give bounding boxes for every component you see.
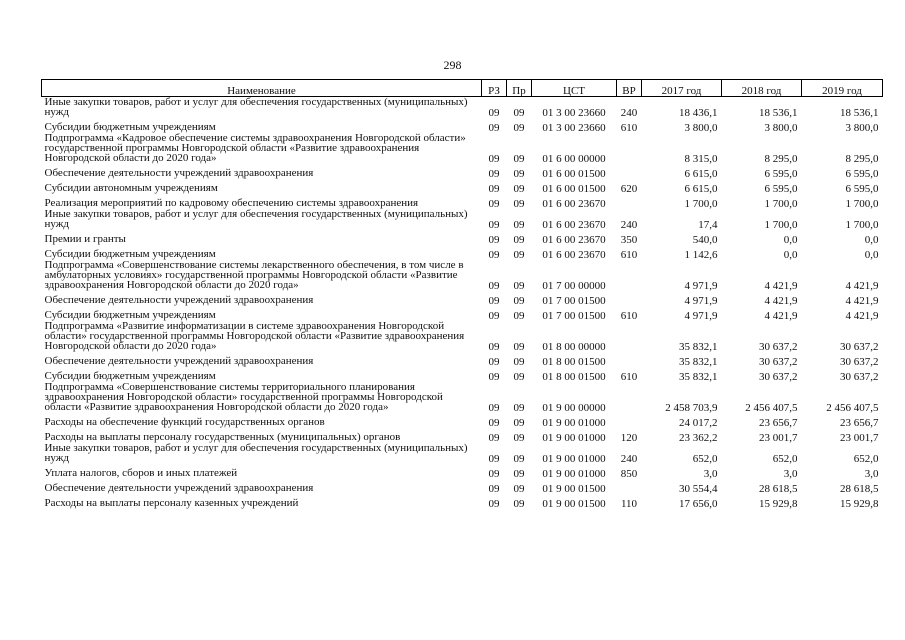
cell-rz: 09 <box>488 417 500 429</box>
cell-name: Премии и гранты <box>44 233 126 245</box>
cell-cst: 01 7 00 00000 <box>542 280 606 292</box>
cell-y2017: 6 615,0 <box>684 183 718 195</box>
cell-vr <box>617 260 642 291</box>
cell-name: Подпрограмма «Кадровое обеспечение системы здравоохранения Новгородской области» государственной программы Новгородской области «Развитие здравоохранения Новгородской области до 2020 года» <box>44 132 466 164</box>
cell-y2017: 1 700,0 <box>684 198 718 210</box>
header-pr: Пр <box>507 80 532 97</box>
cell-y2017: 3,0 <box>703 468 718 480</box>
cell-y2018: 4 421,9 <box>764 295 798 307</box>
cell-y2017: 17 656,0 <box>679 498 718 510</box>
table-row <box>42 230 883 245</box>
cell-y2017: 17,4 <box>698 219 718 231</box>
cell-y2019: 0,0 <box>864 234 879 246</box>
cell-y2018: 23 656,7 <box>759 417 798 429</box>
cell-y2017: 1 142,6 <box>684 249 718 261</box>
cell-rz: 09 <box>488 280 500 292</box>
cell-name: Расходы на выплаты персоналу государственных (муниципальных) органов <box>44 431 401 443</box>
cell-name: Расходы на обеспечение функций государственных органов <box>44 416 325 428</box>
cell-y2018: 15 929,8 <box>759 498 798 510</box>
cell-pr: 09 <box>513 310 525 322</box>
cell-name: Обеспечение деятельности учреждений здравоохранения <box>44 294 314 306</box>
cell-rz: 09 <box>488 219 500 231</box>
cell-rz: 09 <box>488 432 500 444</box>
cell-y2017: 540,0 <box>692 234 718 246</box>
cell-y2017: 23 362,2 <box>679 432 718 444</box>
cell-name: Расходы на выплаты персоналу казенных учреждений <box>44 497 299 509</box>
table-row <box>42 194 883 209</box>
cell-pr: 09 <box>513 432 525 444</box>
cell-name: Субсидии бюджетным учреждениям <box>44 309 216 321</box>
cell-y2018: 30 637,2 <box>759 371 798 383</box>
table-row <box>42 464 883 479</box>
header-2019: 2019 год <box>802 80 883 97</box>
cell-cst: 01 7 00 01500 <box>542 295 606 307</box>
cell-rz: 09 <box>488 498 500 510</box>
cell-rz: 09 <box>488 168 500 180</box>
cell-y2018: 8 295,0 <box>764 153 798 165</box>
cell-vr <box>617 382 642 413</box>
header-vr: ВР <box>617 80 642 97</box>
cell-vr: 610 <box>620 310 638 322</box>
table-row <box>42 133 883 164</box>
cell-cst: 01 6 00 23670 <box>542 234 606 246</box>
cell-y2019: 1 700,0 <box>845 219 879 231</box>
cell-rz: 09 <box>488 183 500 195</box>
cell-name: Подпрограмма «Совершенствование системы лекарственного обеспечения, в том числе в амбулаторных условиях» государственной программы Новгородской области «Развитие здравоохранения Новгородской области до 2020 года» <box>44 259 464 291</box>
cell-y2017: 35 832,1 <box>679 341 718 353</box>
table-row <box>42 260 883 291</box>
cell-y2019: 4 421,9 <box>845 295 879 307</box>
cell-y2019: 4 421,9 <box>845 280 879 292</box>
cell-pr: 09 <box>513 402 525 414</box>
cell-y2019: 8 295,0 <box>845 153 879 165</box>
cell-y2017: 3 800,0 <box>684 122 718 134</box>
cell-y2018: 2 456 407,5 <box>745 402 798 414</box>
cell-y2019: 30 637,2 <box>840 341 879 353</box>
cell-vr <box>617 413 642 428</box>
cell-cst: 01 9 00 01000 <box>542 417 606 429</box>
header-rz: РЗ <box>482 80 507 97</box>
cell-cst: 01 9 00 01000 <box>542 453 606 465</box>
cell-name: Субсидии бюджетным учреждениям <box>44 248 216 260</box>
cell-y2019: 1 700,0 <box>845 198 879 210</box>
cell-vr: 240 <box>620 453 638 465</box>
cell-y2018: 23 001,7 <box>759 432 798 444</box>
cell-name: Субсидии бюджетным учреждениям <box>44 370 216 382</box>
cell-cst: 01 3 00 23660 <box>542 122 606 134</box>
cell-y2019: 4 421,9 <box>845 310 879 322</box>
cell-pr: 09 <box>513 453 525 465</box>
cell-vr <box>617 352 642 367</box>
cell-pr: 09 <box>513 249 525 261</box>
cell-y2018: 652,0 <box>772 453 798 465</box>
cell-y2017: 4 971,9 <box>684 295 718 307</box>
cell-pr: 09 <box>513 168 525 180</box>
table-row <box>42 428 883 443</box>
cell-rz: 09 <box>488 341 500 353</box>
cell-vr: 610 <box>620 249 638 261</box>
cell-pr: 09 <box>513 483 525 495</box>
cell-rz: 09 <box>488 371 500 383</box>
cell-vr <box>617 291 642 306</box>
cell-y2018: 4 421,9 <box>764 280 798 292</box>
cell-rz: 09 <box>488 234 500 246</box>
cell-cst: 01 6 00 23670 <box>542 219 606 231</box>
cell-y2019: 23 001,7 <box>840 432 879 444</box>
cell-vr <box>617 479 642 494</box>
cell-pr: 09 <box>513 295 525 307</box>
cell-rz: 09 <box>488 198 500 210</box>
cell-cst: 01 9 00 01500 <box>542 483 606 495</box>
cell-y2018: 1 700,0 <box>764 219 798 231</box>
cell-name: Иные закупки товаров, работ и услуг для обеспечения государственных (муниципальных) нужд <box>44 96 468 118</box>
cell-vr: 350 <box>620 234 638 246</box>
table-row <box>42 479 883 494</box>
cell-y2017: 4 971,9 <box>684 310 718 322</box>
cell-pr: 09 <box>513 498 525 510</box>
table-row <box>42 494 883 509</box>
cell-y2017: 652,0 <box>692 453 718 465</box>
cell-pr: 09 <box>513 183 525 195</box>
cell-vr: 110 <box>620 498 638 510</box>
cell-vr: 610 <box>620 371 638 383</box>
cell-cst: 01 6 00 01500 <box>542 168 606 180</box>
cell-cst: 01 6 00 23670 <box>542 249 606 261</box>
cell-y2019: 3 800,0 <box>845 122 879 134</box>
cell-rz: 09 <box>488 107 500 119</box>
cell-y2019: 0,0 <box>864 249 879 261</box>
cell-y2018: 6 595,0 <box>764 183 798 195</box>
cell-rz: 09 <box>488 310 500 322</box>
cell-vr: 120 <box>620 432 638 444</box>
cell-pr: 09 <box>513 356 525 368</box>
cell-name: Реализация мероприятий по кадровому обеспечению системы здравоохранения <box>44 197 419 209</box>
cell-pr: 09 <box>513 122 525 134</box>
cell-vr <box>617 164 642 179</box>
cell-pr: 09 <box>513 341 525 353</box>
cell-y2019: 23 656,7 <box>840 417 879 429</box>
table-row <box>42 209 883 230</box>
cell-y2018: 30 637,2 <box>759 356 798 368</box>
header-2018: 2018 год <box>722 80 802 97</box>
cell-cst: 01 9 00 01000 <box>542 432 606 444</box>
budget-table <box>41 79 883 509</box>
cell-cst: 01 3 00 23660 <box>542 107 606 119</box>
cell-rz: 09 <box>488 122 500 134</box>
table-row <box>42 382 883 413</box>
cell-vr: 240 <box>620 107 638 119</box>
cell-cst: 01 9 00 01000 <box>542 468 606 480</box>
cell-y2019: 30 637,2 <box>840 371 879 383</box>
cell-cst: 01 8 00 01500 <box>542 371 606 383</box>
cell-name: Подпрограмма «Совершенствование системы территориального планирования здравоохранения Новгородской области» государственной программы Новгородской области «Развитие здравоохранения Новгородской области до 2020 года» <box>44 381 443 413</box>
table-row <box>42 413 883 428</box>
cell-pr: 09 <box>513 153 525 165</box>
cell-y2018: 0,0 <box>783 249 798 261</box>
table-row <box>42 164 883 179</box>
table-row <box>42 321 883 352</box>
cell-cst: 01 8 00 00000 <box>542 341 606 353</box>
table-header-row <box>42 80 883 97</box>
cell-y2019: 30 637,2 <box>840 356 879 368</box>
cell-vr: 620 <box>620 183 638 195</box>
cell-vr <box>617 194 642 209</box>
cell-y2019: 6 595,0 <box>845 183 879 195</box>
cell-name: Субсидии бюджетным учреждениям <box>44 121 216 133</box>
cell-y2019: 15 929,8 <box>840 498 879 510</box>
table-row <box>42 97 883 119</box>
cell-pr: 09 <box>513 198 525 210</box>
page-number: 298 <box>443 58 462 72</box>
cell-y2017: 18 436,1 <box>679 107 718 119</box>
cell-y2017: 4 971,9 <box>684 280 718 292</box>
cell-y2019: 28 618,5 <box>840 483 879 495</box>
cell-pr: 09 <box>513 107 525 119</box>
cell-y2019: 18 536,1 <box>840 107 879 119</box>
cell-y2018: 1 700,0 <box>764 198 798 210</box>
cell-vr <box>617 321 642 352</box>
cell-y2019: 6 595,0 <box>845 168 879 180</box>
cell-pr: 09 <box>513 371 525 383</box>
cell-pr: 09 <box>513 280 525 292</box>
cell-y2018: 3 800,0 <box>764 122 798 134</box>
table-row <box>42 118 883 133</box>
cell-y2018: 6 595,0 <box>764 168 798 180</box>
cell-y2018: 4 421,9 <box>764 310 798 322</box>
cell-y2019: 3,0 <box>864 468 879 480</box>
cell-y2018: 30 637,2 <box>759 341 798 353</box>
cell-name: Иные закупки товаров, работ и услуг для обеспечения государственных (муниципальных) нужд <box>44 442 468 464</box>
cell-pr: 09 <box>513 417 525 429</box>
table-row <box>42 367 883 382</box>
cell-rz: 09 <box>488 249 500 261</box>
table-row <box>42 352 883 367</box>
cell-y2017: 35 832,1 <box>679 356 718 368</box>
table-row <box>42 306 883 321</box>
cell-y2017: 30 554,4 <box>679 483 718 495</box>
cell-rz: 09 <box>488 453 500 465</box>
cell-y2018: 3,0 <box>783 468 798 480</box>
cell-vr: 240 <box>620 219 638 231</box>
cell-vr: 610 <box>620 122 638 134</box>
cell-y2017: 35 832,1 <box>679 371 718 383</box>
cell-name: Субсидии автономным учреждениям <box>44 182 218 194</box>
cell-cst: 01 6 00 23670 <box>542 198 606 210</box>
cell-y2017: 6 615,0 <box>684 168 718 180</box>
cell-rz: 09 <box>488 153 500 165</box>
table-row <box>42 291 883 306</box>
cell-rz: 09 <box>488 295 500 307</box>
cell-y2017: 2 458 703,9 <box>665 402 718 414</box>
cell-pr: 09 <box>513 234 525 246</box>
cell-name: Уплата налогов, сборов и иных платежей <box>44 467 238 479</box>
cell-name: Обеспечение деятельности учреждений здравоохранения <box>44 167 314 179</box>
cell-name: Обеспечение деятельности учреждений здравоохранения <box>44 355 314 367</box>
cell-cst: 01 8 00 01500 <box>542 356 606 368</box>
cell-pr: 09 <box>513 468 525 480</box>
cell-rz: 09 <box>488 483 500 495</box>
cell-y2019: 652,0 <box>853 453 879 465</box>
table-row <box>42 443 883 464</box>
cell-cst: 01 7 00 01500 <box>542 310 606 322</box>
cell-y2018: 0,0 <box>783 234 798 246</box>
table-row <box>42 179 883 194</box>
cell-y2018: 28 618,5 <box>759 483 798 495</box>
cell-cst: 01 6 00 00000 <box>542 153 606 165</box>
table-row <box>42 245 883 260</box>
header-cst: ЦСТ <box>532 80 617 97</box>
cell-vr <box>617 133 642 164</box>
cell-pr: 09 <box>513 219 525 231</box>
cell-y2017: 8 315,0 <box>684 153 718 165</box>
cell-rz: 09 <box>488 402 500 414</box>
cell-name: Обеспечение деятельности учреждений здравоохранения <box>44 482 314 494</box>
cell-y2018: 18 536,1 <box>759 107 798 119</box>
cell-vr: 850 <box>620 468 638 480</box>
cell-cst: 01 6 00 01500 <box>542 183 606 195</box>
cell-rz: 09 <box>488 356 500 368</box>
cell-cst: 01 9 00 01500 <box>542 498 606 510</box>
cell-y2019: 2 456 407,5 <box>826 402 879 414</box>
header-2017: 2017 год <box>642 80 722 97</box>
cell-cst: 01 9 00 00000 <box>542 402 606 414</box>
cell-rz: 09 <box>488 468 500 480</box>
cell-name: Подпрограмма «Развитие информатизации в системе здравоохранения Новгородской области» государственной программы Новгородской области «Развитие здравоохранения Новгородской области до 2020 года» <box>44 320 465 352</box>
cell-y2017: 24 017,2 <box>679 417 718 429</box>
cell-name: Иные закупки товаров, работ и услуг для обеспечения государственных (муниципальных) нужд <box>44 208 468 230</box>
header-name: Наименование <box>42 80 482 97</box>
